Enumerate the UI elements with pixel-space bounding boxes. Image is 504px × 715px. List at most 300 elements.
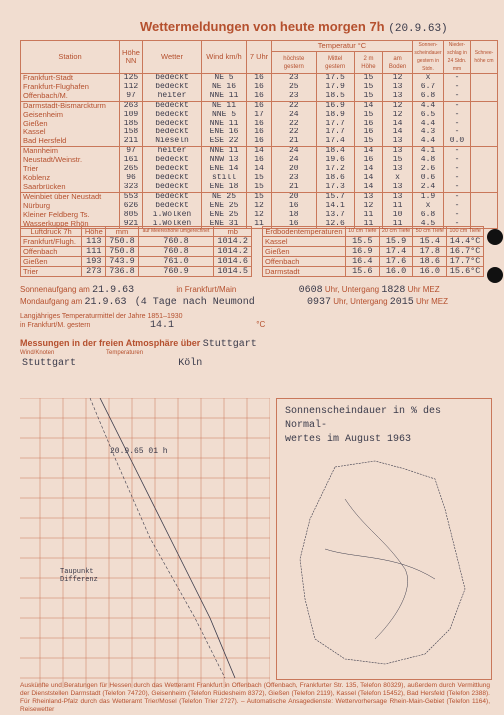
station-hoehe: 161 — [120, 156, 143, 165]
station-schnee — [471, 183, 498, 192]
station-t7: 15 — [247, 183, 272, 192]
station-hoehe: 921 — [120, 220, 143, 229]
station-wetter: bedeckt — [143, 202, 202, 211]
station-t2m: 16 — [354, 128, 382, 137]
station-wetter: bedeckt — [143, 111, 202, 120]
station-name: Kleiner Feldberg Ts. — [21, 211, 120, 220]
station-nieder: - — [444, 101, 471, 110]
station-row — [21, 156, 498, 165]
station-wind: ENE 14 — [202, 165, 247, 174]
station-sonne: x — [413, 74, 444, 83]
punch-hole — [487, 267, 503, 283]
station-tmax: 21 — [272, 137, 317, 146]
station-tmit: 18.9 — [316, 111, 354, 120]
station-t2m: 15 — [354, 137, 382, 146]
station-t7: 16 — [247, 74, 272, 83]
station-tboden: 12 — [383, 74, 413, 83]
luftdruck-row — [21, 267, 252, 277]
station-tboden: 14 — [383, 120, 413, 129]
station-nieder: - — [444, 174, 471, 183]
luftdruck-body — [21, 237, 252, 277]
station-sonne: 0.6 — [413, 174, 444, 183]
lf-mb: 1014.5 — [214, 267, 252, 277]
station-tmit: 17.7 — [316, 128, 354, 137]
station-tboden: 13 — [383, 183, 413, 192]
station-tmax: 23 — [272, 92, 317, 101]
station-sonne: 4.4 — [413, 137, 444, 146]
station-wind: NNE 11 — [202, 147, 247, 156]
station-row — [21, 165, 498, 174]
station-wetter: bedeckt — [143, 83, 202, 92]
station-sonne: 4.8 — [413, 156, 444, 165]
station-t7: 11 — [247, 220, 272, 229]
station-wind: NNE 11 — [202, 120, 247, 129]
station-name: Nürburg — [21, 202, 120, 211]
station-wetter: heiter — [143, 147, 202, 156]
eb-20: 16.0 — [379, 267, 413, 277]
station-row — [21, 137, 498, 146]
col-hoehe: Höhe NN — [120, 41, 143, 74]
station-nieder: - — [444, 192, 471, 201]
station-row — [21, 101, 498, 110]
station-tboden: x — [383, 174, 413, 183]
station-nieder: - — [444, 83, 471, 92]
eb-10: 16.9 — [345, 247, 379, 257]
station-t7: 14 — [247, 165, 272, 174]
station-wetter: Nieseln — [143, 137, 202, 146]
station-hoehe: 626 — [120, 202, 143, 211]
station-t7: 16 — [247, 128, 272, 137]
station-tmax: 20 — [272, 192, 317, 201]
station-tmax: 24 — [272, 111, 317, 120]
station-tmax: 22 — [272, 128, 317, 137]
station-schnee — [471, 120, 498, 129]
station-hoehe: 112 — [120, 83, 143, 92]
station-wind: ENE 31 — [202, 220, 247, 229]
germany-map-outline — [285, 459, 483, 671]
station-t2m: 15 — [354, 74, 382, 83]
lf-col-name: Luftdruck 7h — [21, 227, 82, 237]
eb-20: 17.4 — [379, 247, 413, 257]
station-tmax: 21 — [272, 183, 317, 192]
station-t2m: 14 — [354, 147, 382, 156]
station-tmax: 18 — [272, 211, 317, 220]
eb-20: 15.9 — [379, 237, 413, 247]
eb-50: 18.6 — [413, 257, 447, 267]
station-tmit: 15.7 — [316, 192, 354, 201]
station-t2m: 15 — [354, 92, 382, 101]
langjaehrig-value: 14.1 °C — [150, 320, 266, 331]
station-nieder: - — [444, 92, 471, 101]
lf-mm: 736.8 — [106, 267, 138, 277]
station-name: Gießen — [21, 120, 120, 129]
station-tboden: 13 — [383, 83, 413, 92]
station-name: Bad Hersfeld — [21, 137, 120, 146]
station-tboden: 12 — [383, 111, 413, 120]
station-name: Frankfurt-Flughafen — [21, 83, 120, 92]
station-schnee — [471, 101, 498, 110]
station-hoehe: 185 — [120, 120, 143, 129]
punch-hole — [487, 229, 503, 245]
lf-mmsl: 760.8 — [138, 247, 214, 257]
station-tmit: 17.5 — [316, 74, 354, 83]
station-schnee — [471, 202, 498, 211]
station-name: Saarbrücken — [21, 183, 120, 192]
lf-name: Trier — [21, 267, 82, 277]
col-schnee: Schnee-höhe cm — [471, 41, 498, 74]
station-name: Frankfurt-Stadt — [21, 74, 120, 83]
eb-name: Darmstadt — [263, 267, 346, 277]
station-tmit: 17.4 — [316, 137, 354, 146]
station-row — [21, 128, 498, 137]
station-row — [21, 74, 498, 83]
eb-col-name: Erdbodentemperaturen — [263, 227, 346, 237]
eb-100: 16.7°C — [447, 247, 484, 257]
station-wetter: i.Wolken — [143, 220, 202, 229]
station-schnee — [471, 147, 498, 156]
col-tboden: am Boden — [383, 52, 413, 74]
station-nieder: - — [444, 202, 471, 211]
luftdruck-table — [20, 226, 252, 277]
station-wind: NE 11 — [202, 101, 247, 110]
station-t7: 15 — [247, 174, 272, 183]
station-row — [21, 174, 498, 183]
eb-10: 15.5 — [345, 237, 379, 247]
station-wetter: bedeckt — [143, 165, 202, 174]
station-sonne: 6.8 — [413, 211, 444, 220]
station-wind: NE 25 — [202, 192, 247, 201]
footer-text: Auskünfte und Beratungen für Hessen durch das Wetteramt Frankfurt in Offenbach (Offenbach, Frankfurter Str. 135, Telefon 80329), außerdem durch Vermittlung der Dienststellen Darmstadt (Telefon 74720), Geisenheim (Telefon Rüdesheim 8372), Gießen (Telefon 2119), Kassel (Telefon 15452), Bad Hersfeld (Telefon 2388). Für Rheinland-Pfalz durch das Wetteramt Trier/Mosel (Telefon Trier 2727). – Automatische Ansagedienste: Wettervorhersage Rhein-Main-Gebiet (Telefon 1164), Reisewetter — [20, 682, 490, 713]
sun-line: Sonnenaufgang am 21.9.63 in Frankfurt/Main 0608 Uhr, Untergang 1828 Uhr MEZ — [20, 285, 440, 296]
station-name: Koblenz — [21, 174, 120, 183]
station-hoehe: 323 — [120, 183, 143, 192]
erdboden-table — [262, 226, 484, 277]
station-sonne: 2.6 — [413, 165, 444, 174]
station-tmit: 12.6 — [316, 220, 354, 229]
lf-hoehe: 111 — [82, 247, 106, 257]
station-row — [21, 202, 498, 211]
station-tmit: 17.3 — [316, 183, 354, 192]
eb-50: 15.4 — [413, 237, 447, 247]
station-t2m: 15 — [354, 111, 382, 120]
station-nieder: - — [444, 165, 471, 174]
station-t2m: 15 — [354, 83, 382, 92]
aerology-chart — [20, 398, 270, 698]
station-sonne: 6.5 — [413, 111, 444, 120]
sunshine-map — [276, 398, 492, 680]
lf-col-hoehe: Höhe — [82, 227, 106, 237]
col-station: Station — [21, 41, 120, 74]
station-row — [21, 211, 498, 220]
eb-100: 17.7°C — [447, 257, 484, 267]
lf-hoehe: 273 — [82, 267, 106, 277]
station-wind: NNE 11 — [202, 92, 247, 101]
aerology-stations: Stuttgart Köln — [22, 358, 203, 369]
station-t7: 15 — [247, 192, 272, 201]
station-t2m: 14 — [354, 101, 382, 110]
erdboden-row — [263, 247, 484, 257]
station-tmit: 17.9 — [316, 83, 354, 92]
eb-20: 17.6 — [379, 257, 413, 267]
station-nieder: - — [444, 147, 471, 156]
station-t7: 16 — [247, 101, 272, 110]
station-tmax: 16 — [272, 220, 317, 229]
chart-stamp: 20.9.65 01 h — [110, 447, 168, 456]
station-hoehe: 97 — [120, 92, 143, 101]
station-row — [21, 83, 498, 92]
station-name: Mannheim — [21, 147, 120, 156]
lf-mm: 750.8 — [106, 237, 138, 247]
moon-line: Mondaufgang am 21.9.63 (4 Tage nach Neumond 0937 Uhr, Untergang 2015 Uhr MEZ — [20, 297, 449, 308]
eb-col-10: 10 cm Tiefe — [345, 227, 379, 237]
eb-100: 14.4°C — [447, 237, 484, 247]
station-hoehe: 265 — [120, 165, 143, 174]
luftdruck-row — [21, 257, 252, 267]
lf-mm: 750.8 — [106, 247, 138, 257]
col-tmax: höchste gestern — [272, 52, 317, 74]
station-nieder: - — [444, 156, 471, 165]
station-wind: NNE 5 — [202, 111, 247, 120]
station-tmax: 22 — [272, 101, 317, 110]
station-t2m: 11 — [354, 220, 382, 229]
station-wetter: bedeckt — [143, 101, 202, 110]
lf-mb: 1014.6 — [214, 257, 252, 267]
lf-col-mb: mb — [214, 227, 252, 237]
station-nieder: - — [444, 120, 471, 129]
station-tmax: 24 — [272, 147, 317, 156]
station-t7: 14 — [247, 147, 272, 156]
station-hoehe: 263 — [120, 101, 143, 110]
lf-mm: 743.9 — [106, 257, 138, 267]
station-schnee — [471, 92, 498, 101]
station-nieder: - — [444, 211, 471, 220]
station-tmit: 13.7 — [316, 211, 354, 220]
station-wind: ENE 18 — [202, 183, 247, 192]
station-wind: NE 5 — [202, 74, 247, 83]
map-isoline — [345, 499, 408, 639]
station-schnee — [471, 211, 498, 220]
station-schnee — [471, 83, 498, 92]
station-hoehe: 805 — [120, 211, 143, 220]
station-t2m: 14 — [354, 174, 382, 183]
station-name: Wasserkuppe Rhön — [21, 220, 120, 229]
station-hoehe: 553 — [120, 192, 143, 201]
lf-mb: 1014.2 — [214, 247, 252, 257]
col-7uhr: 7 Uhr — [247, 41, 272, 74]
station-schnee — [471, 192, 498, 201]
station-row — [21, 92, 498, 101]
station-wetter: heiter — [143, 92, 202, 101]
station-hoehe: 109 — [120, 111, 143, 120]
station-wetter: bedeckt — [143, 120, 202, 129]
station-tmit: 14.1 — [316, 202, 354, 211]
station-name: Geisenheim — [21, 111, 120, 120]
map-isoline — [325, 549, 435, 579]
station-hoehe: 211 — [120, 137, 143, 146]
station-schnee — [471, 137, 498, 146]
lf-col-mmsl: auf Meereshöhe umgerechnet — [138, 227, 214, 237]
station-schnee — [471, 74, 498, 83]
erdboden-row — [263, 237, 484, 247]
station-sonne: x — [413, 202, 444, 211]
station-sonne: 1.9 — [413, 192, 444, 201]
station-sonne: 6.8 — [413, 92, 444, 101]
col-nieder: Nieder-schlag in 24 Stdn. mm — [444, 41, 471, 74]
eb-50: 16.0 — [413, 267, 447, 277]
station-schnee — [471, 128, 498, 137]
station-tboden: 10 — [383, 211, 413, 220]
station-tmax: 22 — [272, 120, 317, 129]
station-t7: 17 — [247, 111, 272, 120]
station-sonne: 4.1 — [413, 147, 444, 156]
taupunkt-label: Taupunkt — [60, 568, 94, 576]
station-t7: 16 — [247, 156, 272, 165]
station-t7: 16 — [247, 83, 272, 92]
station-nieder: - — [444, 220, 471, 229]
station-schnee — [471, 111, 498, 120]
station-tboden: 11 — [383, 220, 413, 229]
station-wind: NE 16 — [202, 83, 247, 92]
map-border — [300, 461, 465, 664]
station-schnee — [471, 156, 498, 165]
lf-col-mm: mm — [106, 227, 138, 237]
station-tmit: 17.2 — [316, 165, 354, 174]
station-name: Weinbiet über Neustadt — [21, 192, 120, 201]
col-temp-group: Temperatur °C — [272, 41, 413, 52]
station-tboden: 11 — [383, 202, 413, 211]
station-tboden: 13 — [383, 147, 413, 156]
station-wetter: bedeckt — [143, 174, 202, 183]
station-hoehe: 97 — [120, 147, 143, 156]
eb-100: 15.6°C — [447, 267, 484, 277]
lf-name: Gießen — [21, 257, 82, 267]
station-t2m: 12 — [354, 202, 382, 211]
station-tmax: 23 — [272, 174, 317, 183]
station-tmit: 17.7 — [316, 120, 354, 129]
station-name: Darmstadt-Bismarckturm — [21, 101, 120, 110]
station-row — [21, 147, 498, 156]
station-wetter: bedeckt — [143, 192, 202, 201]
erdboden-body — [263, 237, 484, 277]
station-tmit: 18.4 — [316, 147, 354, 156]
station-tboden: 14 — [383, 128, 413, 137]
station-t2m: 14 — [354, 183, 382, 192]
station-name: Kassel — [21, 128, 120, 137]
aerology-sublabels: Wind/Knoten Temperaturen — [20, 350, 144, 356]
station-nieder: - — [444, 183, 471, 192]
station-schnee — [471, 165, 498, 174]
station-nieder: - — [444, 111, 471, 120]
lf-hoehe: 193 — [82, 257, 106, 267]
eb-50: 17.8 — [413, 247, 447, 257]
station-wetter: bedeckt — [143, 156, 202, 165]
lf-name: Frankfurt/Flugh. — [21, 237, 82, 247]
erdboden-row — [263, 267, 484, 277]
station-row — [21, 192, 498, 201]
station-t2m: 13 — [354, 192, 382, 201]
station-tmit: 18.5 — [316, 92, 354, 101]
station-name: Offenbach/M. — [21, 92, 120, 101]
station-tmax: 23 — [272, 74, 317, 83]
station-wind: ENE 16 — [202, 128, 247, 137]
station-tmax: 25 — [272, 83, 317, 92]
col-tmit: Mittel gestern — [316, 52, 354, 74]
langjaehrig-block: Langjähriges Temperaturmittel der Jahre 1851–1930 in Frankfurt/M. gestern — [20, 313, 183, 329]
station-tmax: 16 — [272, 202, 317, 211]
eb-col-100: 100 cm Tiefe — [447, 227, 484, 237]
station-tmit: 18.6 — [316, 174, 354, 183]
station-wind: ENE 25 — [202, 211, 247, 220]
lf-mmsl: 761.0 — [138, 257, 214, 267]
luftdruck-row — [21, 237, 252, 247]
station-row — [21, 111, 498, 120]
station-t2m: 16 — [354, 156, 382, 165]
station-sonne: 4.4 — [413, 101, 444, 110]
station-tboden: 13 — [383, 165, 413, 174]
station-tmax: 20 — [272, 165, 317, 174]
station-tmax: 24 — [272, 156, 317, 165]
station-t7: 16 — [247, 120, 272, 129]
station-t2m: 14 — [354, 165, 382, 174]
title-date: (20.9.63) — [388, 23, 448, 35]
differenz-label: Differenz — [60, 576, 98, 584]
station-tboden: 15 — [383, 156, 413, 165]
col-t2m: 2 m Höhe — [354, 52, 382, 74]
station-t2m: 11 — [354, 211, 382, 220]
station-wind: ESE 22 — [202, 137, 247, 146]
station-t7: 12 — [247, 211, 272, 220]
station-row — [21, 120, 498, 129]
station-t2m: 16 — [354, 120, 382, 129]
station-tboden: 13 — [383, 192, 413, 201]
station-hoehe: 125 — [120, 74, 143, 83]
station-nieder: 0.0 — [444, 137, 471, 146]
map-caption: Sonnenscheindauer in % des Normal- wertes im August 1963 — [285, 406, 442, 445]
eb-10: 15.6 — [345, 267, 379, 277]
station-tboden: 13 — [383, 92, 413, 101]
station-tboden: 13 — [383, 137, 413, 146]
station-row — [21, 183, 498, 192]
station-wind: still — [202, 174, 247, 183]
lf-mmsl: 760.8 — [138, 237, 214, 247]
lf-name: Offenbach — [21, 247, 82, 257]
station-nieder: - — [444, 128, 471, 137]
station-t7: 16 — [247, 137, 272, 146]
station-tmit: 16.9 — [316, 101, 354, 110]
station-hoehe: 158 — [120, 128, 143, 137]
station-hoehe: 96 — [120, 174, 143, 183]
lf-hoehe: 113 — [82, 237, 106, 247]
station-tmit: 19.6 — [316, 156, 354, 165]
station-sonne: 2.4 — [413, 183, 444, 192]
station-wetter: bedeckt — [143, 128, 202, 137]
station-name: Neustadt/Weinstr. — [21, 156, 120, 165]
station-sonne: 4.5 — [413, 220, 444, 229]
station-sonne: 4.4 — [413, 120, 444, 129]
col-wind: Wind km/h — [202, 41, 247, 74]
station-wetter: i.Wolken — [143, 211, 202, 220]
station-schnee — [471, 174, 498, 183]
station-wetter: bedeckt — [143, 183, 202, 192]
luftdruck-row — [21, 247, 252, 257]
station-nieder: - — [444, 74, 471, 83]
report-title — [140, 19, 448, 35]
station-sonne: 4.3 — [413, 128, 444, 137]
col-wetter: Wetter — [143, 41, 202, 74]
chart-grid — [20, 398, 270, 688]
col-sonne: Sonnen-scheindauer gestern in Stdn. — [414, 42, 442, 72]
weather-table-body — [21, 74, 498, 229]
